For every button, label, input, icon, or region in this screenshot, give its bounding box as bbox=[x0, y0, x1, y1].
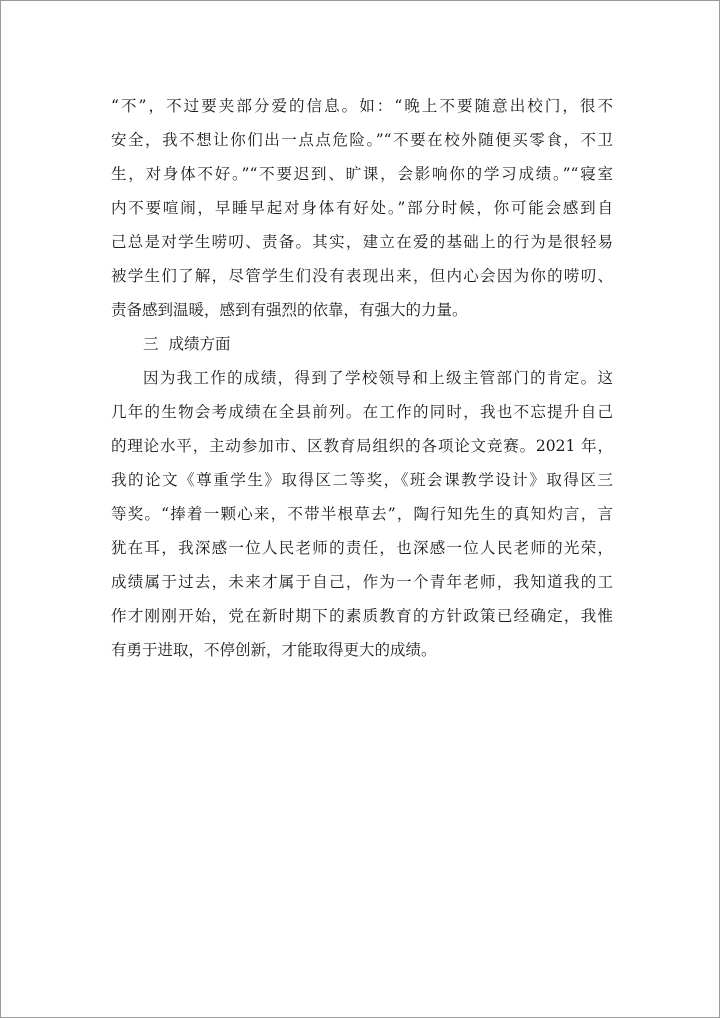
section-title: 成绩方面 bbox=[168, 335, 231, 353]
paragraph-1 bbox=[111, 89, 613, 327]
text-line: 被学生们了解，尽管学生们没有表现出来，但内心会因为你的唠叨、 bbox=[111, 267, 613, 285]
text-line: 作才刚刚开始，党在新时期下的素质教育的方针政策已经确定，我惟 bbox=[111, 607, 613, 625]
text-line: 几年的生物会考成绩在全县前列。在工作的同时，我也不忘提升自己 bbox=[111, 403, 613, 421]
section-heading bbox=[111, 327, 613, 361]
text-line: 因为我工作的成绩，得到了学校领导和上级主管部门的肯定。这 bbox=[143, 369, 613, 387]
text-line: 生，对身体不好。”“不要迟到、旷课，会影响你的学习成绩。”“寝室 bbox=[111, 165, 613, 183]
text-line: 犹在耳，我深感一位人民老师的责任，也深感一位人民老师的光荣， bbox=[111, 539, 613, 557]
text-line: 成绩属于过去，未来才属于自己，作为一个青年老师，我知道我的工 bbox=[111, 573, 613, 591]
text-line: 责备感到温暖，感到有强烈的依靠，有强大的力量。 bbox=[111, 301, 468, 319]
text-line: 己总是对学生唠叨、责备。其实，建立在爱的基础上的行为是很轻易 bbox=[111, 233, 613, 251]
text-line: 等奖。“捧着一颗心来，不带半根草去”，陶行知先生的真知灼言，言 bbox=[111, 505, 613, 523]
text-line: 安全，我不想让你们出一点点危险。”“不要在校外随便买零食，不卫 bbox=[111, 131, 613, 149]
document-body bbox=[111, 89, 613, 667]
text-line: 我的论文《尊重学生》取得区二等奖，《班会课教学设计》取得区三 bbox=[111, 471, 613, 489]
paragraph-2 bbox=[111, 361, 613, 667]
section-number: 三 bbox=[143, 335, 159, 353]
text-line: 有勇于进取，不停创新，才能取得更大的成绩。 bbox=[111, 641, 437, 659]
text-line: “不”，不过要夹部分爱的信息。如：“晚上不要随意出校门，很不 bbox=[111, 97, 613, 115]
text-line: 的理论水平，主动参加市、区教育局组织的各项论文竞赛。2021 年， bbox=[111, 437, 613, 455]
text-line: 内不要喧闹，早睡早起对身体有好处。”部分时候，你可能会感到自 bbox=[111, 199, 613, 217]
